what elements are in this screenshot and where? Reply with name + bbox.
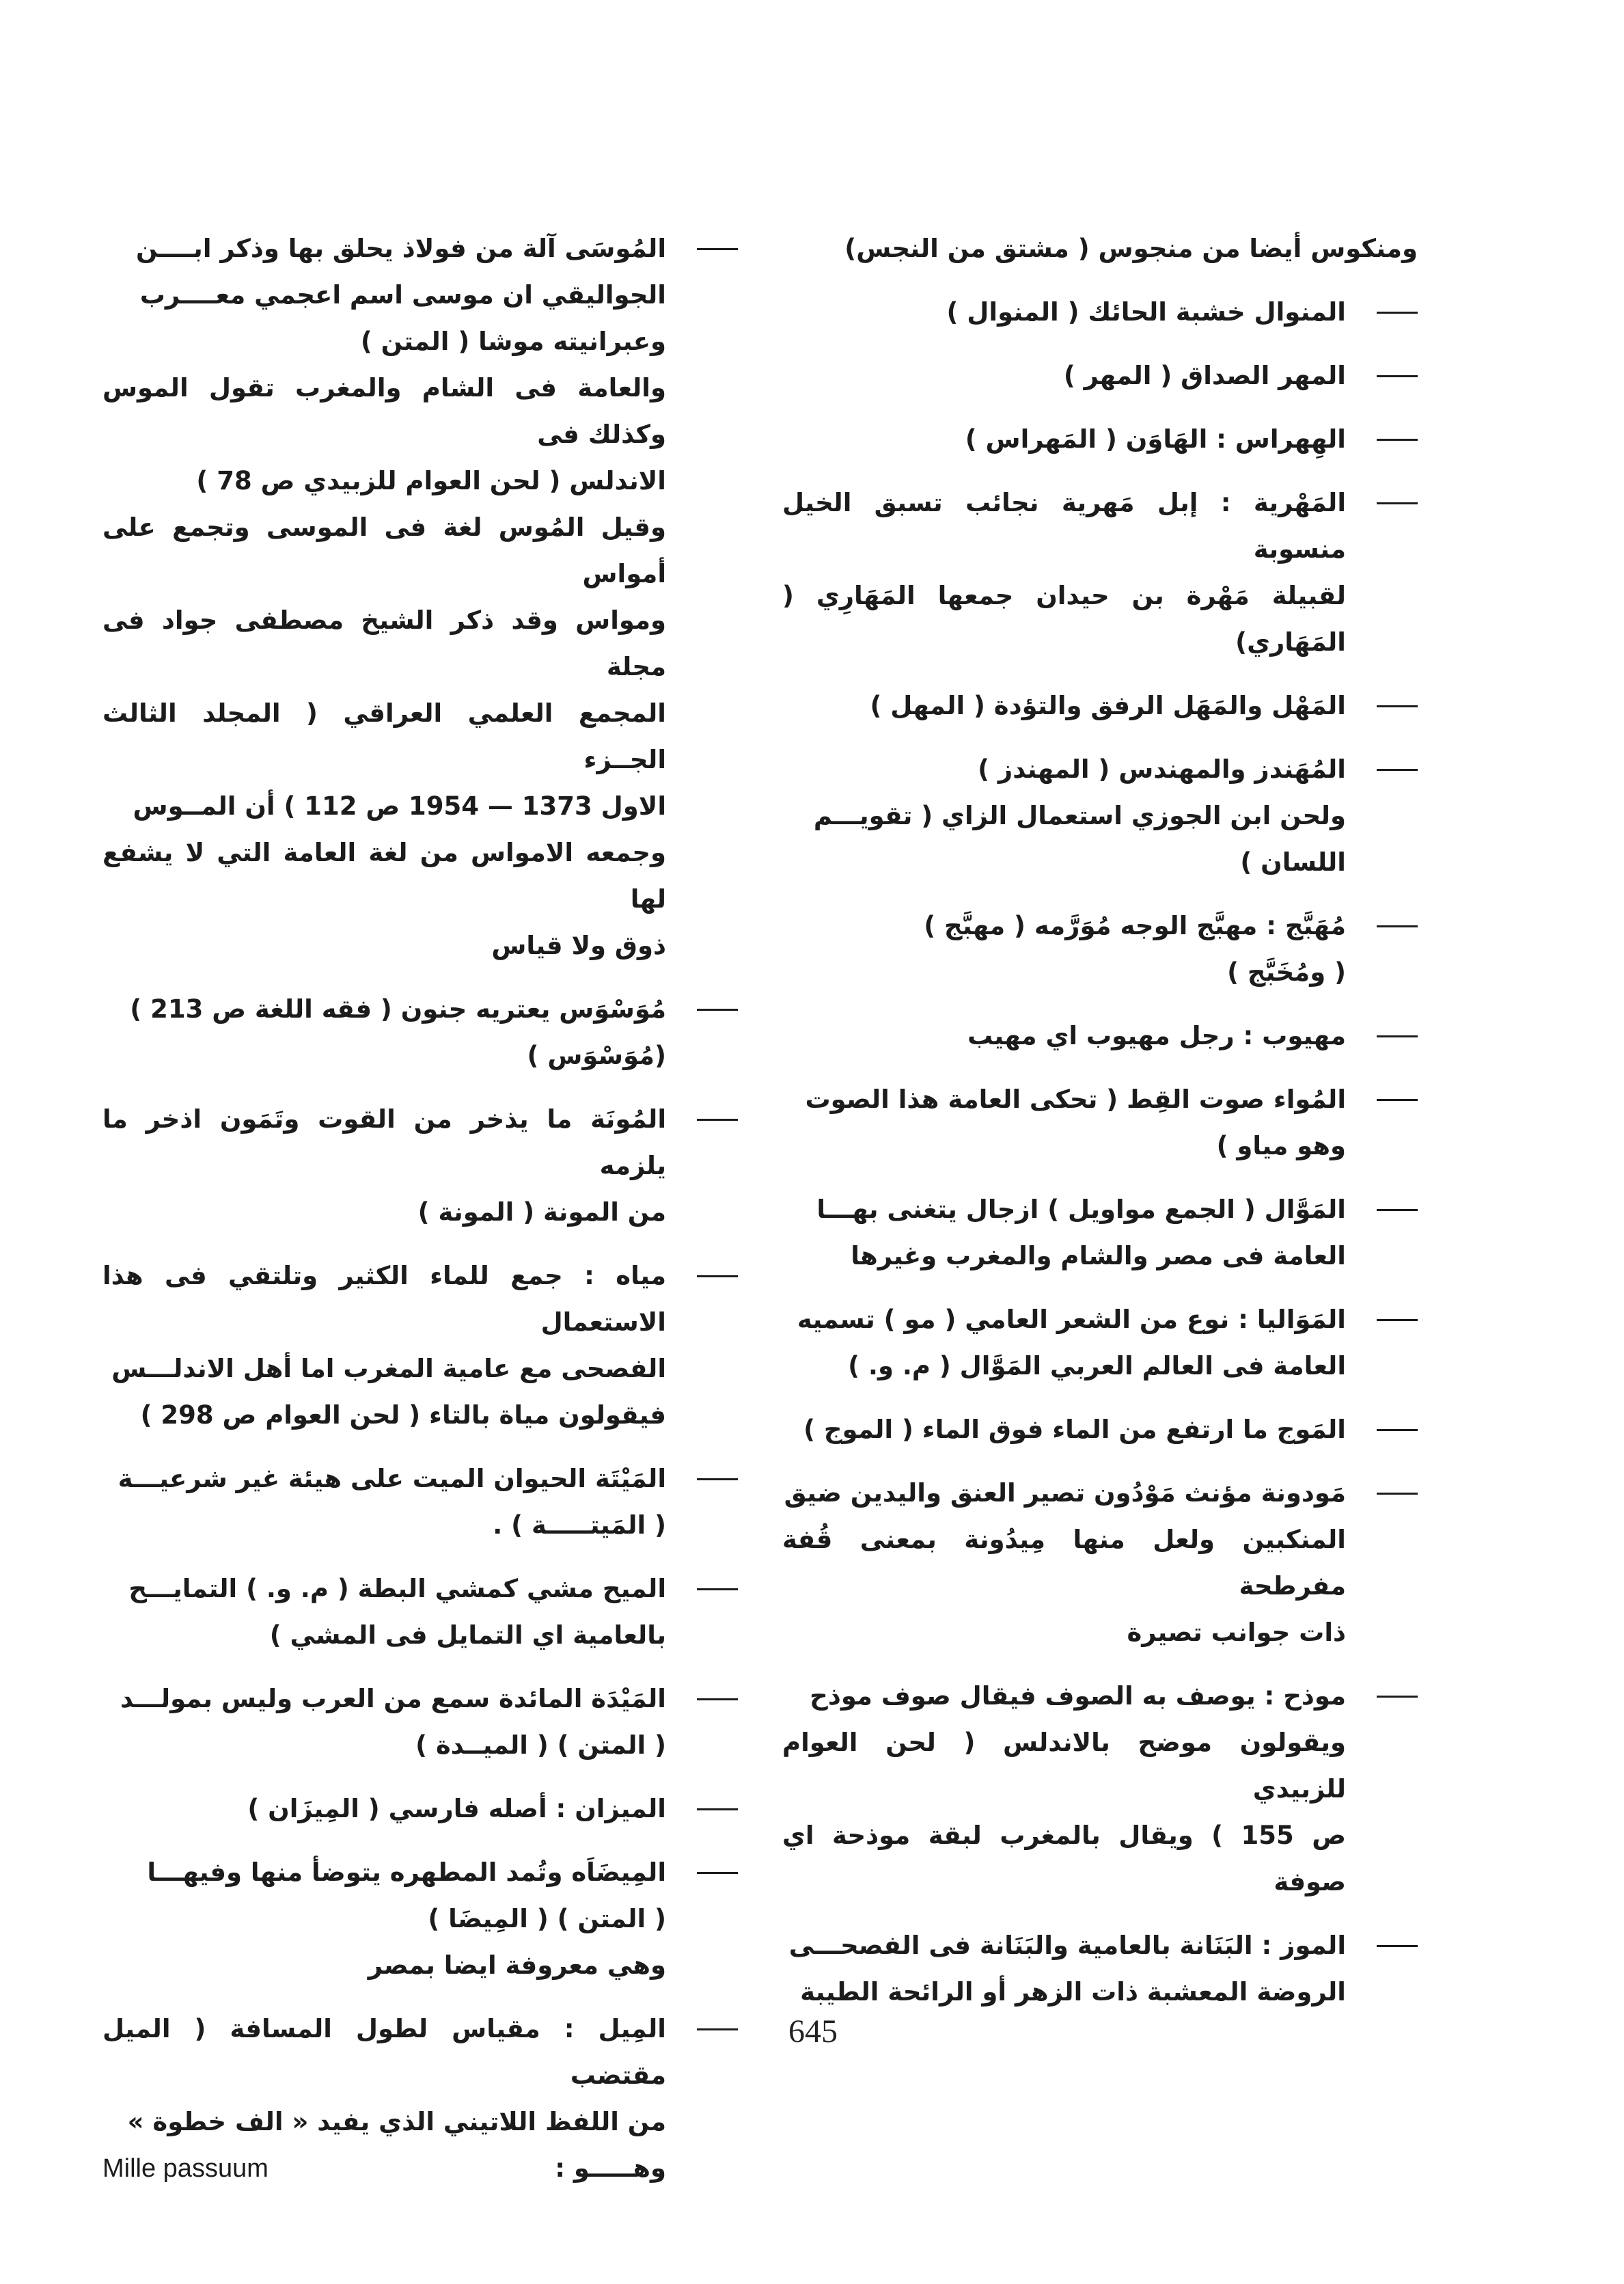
entry-dash — [697, 1872, 738, 1874]
entry-line: الجواليقي ان موسى اسم اعجمي معــــرب — [139, 280, 666, 310]
entry-line: المنوال خشبة الحائك ( المنوال ) — [946, 297, 1346, 327]
entry-line: المَهْرية : إبل مَهرية نجائب تسبق الخيل منسوبة — [782, 488, 1346, 564]
dictionary-entry — [102, 1566, 738, 1659]
dictionary-entry — [782, 226, 1418, 272]
entry-line: المجمع العلمي العراقي ( المجلد الثالث الجــزء — [102, 698, 666, 774]
dictionary-entry — [782, 683, 1418, 729]
entry-line: مياه : جمع للماء الكثير وتلتقي فى هذا الاستعمال — [102, 1261, 666, 1337]
entry-dash — [1377, 1696, 1418, 1698]
dictionary-entry — [782, 1922, 1418, 2015]
entry-dash — [1377, 1945, 1418, 1947]
entry-line: المَوَاليا : نوع من الشعر العامي ( مو ) تسميه — [797, 1305, 1346, 1334]
entry-line: المنكبين ولعل منها مِيدُونة بمعنى قُفة مفرطحة — [782, 1525, 1346, 1601]
entry-line: وعبرانيته موشا ( المتن ) — [360, 327, 666, 356]
entry-line: ( المتن ) ( المِيضَا ) — [428, 1904, 666, 1933]
dictionary-entry — [782, 746, 1418, 886]
entry-line: المُواء صوت القِط ( تحكى العامة هذا الصوت — [805, 1085, 1346, 1114]
entry-dash — [697, 1588, 738, 1590]
dictionary-entry — [782, 903, 1418, 996]
entry-line: المَوج ما ارتفع من الماء فوق الماء ( الموج ) — [803, 1415, 1346, 1444]
entry-line: ولحن ابن الجوزي استعمال الزاي ( تقويـــم — [813, 801, 1346, 830]
entry-dash — [1377, 375, 1418, 377]
entry-line: بالعامية اي التمايل فى المشي ) — [269, 1620, 666, 1650]
dictionary-entry — [102, 1786, 738, 1832]
entry-dash — [1377, 769, 1418, 771]
entry-dash — [1377, 1099, 1418, 1101]
entry-dash — [697, 1009, 738, 1011]
entry-line: الموز : البَنَانة بالعامية والبَنَانة فى الفصحـــى — [788, 1931, 1346, 1960]
entry-line: المِيل : مقياس لطول المسافة ( الميل مقتضب — [102, 2014, 666, 2090]
entry-line: لقبيلة مَهْرة بن حيدان جمعها المَهَارِي ( المَهَاري) — [782, 581, 1346, 657]
entry-line: ( المَيتـــــة ) . — [493, 1510, 666, 1540]
entry-line: العامة فى مصر والشام والمغرب وغيرها — [851, 1241, 1346, 1270]
entry-line: العامة فى العالم العربي المَوَّال ( م. و. ) — [848, 1351, 1346, 1381]
entry-line: ومنكوس أيضا من منجوس ( مشتق من النجس) — [844, 234, 1418, 263]
entry-line: ويقولون موضح بالاندلس ( لحن العوام للزبيدي — [782, 1728, 1346, 1804]
dictionary-entry — [782, 1673, 1418, 1905]
entry-dash — [1377, 1035, 1418, 1037]
latin-phrase: Mille passuum — [102, 2154, 269, 2183]
right-column — [782, 226, 1418, 2033]
entry-dash — [1377, 1319, 1418, 1321]
entry-dash — [1377, 925, 1418, 927]
dictionary-entry — [102, 1849, 738, 1989]
dictionary-entry — [102, 1253, 738, 1439]
entry-line: موذح : يوصف به الصوف فيقال صوف موذح — [810, 1681, 1346, 1711]
entry-dash — [697, 248, 738, 250]
entry-line: ( ومُخَبَّج ) — [1227, 957, 1346, 987]
entry-dash — [1377, 312, 1418, 314]
entry-line: المَوَّال ( الجمع مواويل ) ازجال يتغنى بهـــا — [816, 1195, 1346, 1224]
entry-line: المَهْل والمَهَل الرفق والتؤدة ( المهل ) — [870, 691, 1346, 720]
dictionary-entry — [102, 1096, 738, 1236]
dictionary-entry — [782, 480, 1418, 666]
entry-line: المَيْتَة الحيوان الميت على هيئة غير شرعيـــة — [118, 1464, 666, 1493]
entry-line: مَودونة مؤنث مَوْدُون تصير العنق واليدين ضيق — [784, 1478, 1346, 1508]
dictionary-entry — [102, 986, 738, 1079]
entry-dash — [1377, 1429, 1418, 1431]
entry-line: المهر الصداق ( المهر ) — [1063, 361, 1346, 390]
entry-line: مُهَبَّج : مهبَّج الوجه مُوَرَّمه ( مهبَّج ) — [924, 911, 1346, 940]
entry-line: من اللفظ اللاتيني الذي يفيد « الف خطوة » — [127, 2107, 666, 2136]
entry-line: من المونة ( المونة ) — [417, 1197, 666, 1227]
dictionary-entry — [782, 1013, 1418, 1059]
entry-line: المَيْدَة المائدة سمع من العرب وليس بمولـــد — [120, 1684, 666, 1713]
entry-dash — [697, 1478, 738, 1480]
entry-line: وهي معروفة ايضا بمصر — [368, 1950, 666, 1980]
dictionary-entry — [782, 1186, 1418, 1279]
entry-line: فيقولون مياة بالتاء ( لحن العوام ص 298 ) — [140, 1400, 666, 1430]
entry-line: ( المتن ) ( الميــدة ) — [415, 1730, 666, 1760]
entry-line: الميح مشي كمشي البطة ( م. و. ) التمايـــح — [128, 1574, 666, 1603]
entry-line: ذوق ولا قياس — [491, 931, 666, 960]
dictionary-entry — [782, 289, 1418, 336]
entry-dash — [697, 1119, 738, 1121]
entry-line: الاندلس ( لحن العوام للزبيدي ص 78 ) — [196, 466, 666, 495]
entry-line: ومواس وقد ذكر الشيخ مصطفى جواد فى مجلة — [102, 606, 666, 681]
arabic-text: وهـــــو : — [555, 2153, 666, 2183]
entry-dash — [1377, 705, 1418, 707]
page-number: 645 — [788, 2013, 838, 2050]
entry-dash — [697, 1275, 738, 1277]
entry-line: الميزان : أصله فارسي ( المِيزَان ) — [247, 1794, 666, 1823]
entry-line: الاول 1373 — 1954 ص 112 ) أن المــوس — [133, 791, 666, 821]
left-column — [102, 226, 738, 2209]
entry-line: المُهَندز والمهندس ( المهندز ) — [978, 754, 1346, 784]
entry-dash — [697, 1698, 738, 1700]
dictionary-entry — [782, 1296, 1418, 1389]
entry-line: اللسان ) — [1240, 847, 1346, 877]
entry-dash — [1377, 1493, 1418, 1495]
entry-dash — [1377, 502, 1418, 504]
dictionary-entry — [102, 1456, 738, 1549]
entry-line: وقيل المُوس لغة فى الموسى وتجمع على أمواس — [102, 513, 666, 588]
dictionary-entry — [102, 226, 738, 969]
entry-dash — [697, 2028, 738, 2030]
entry-line: مُوَسْوَس يعتريه جنون ( فقه اللغة ص 213 ) — [130, 994, 666, 1024]
entry-dash — [697, 1808, 738, 1810]
entry-dash — [1377, 1209, 1418, 1211]
entry-line-with-latin — [102, 2145, 666, 2192]
dictionary-entry — [782, 353, 1418, 399]
entry-line: المُونَة ما يذخر من القوت وتَمَون اذخر ما يلزمه — [102, 1104, 666, 1180]
entry-line: ص 155 ) ويقال بالمغرب لبقة موذحة اي صوفة — [782, 1821, 1347, 1896]
entry-line: وهو مياو ) — [1216, 1131, 1346, 1160]
entry-dash — [1377, 439, 1418, 441]
dictionary-entry — [782, 1470, 1418, 1656]
dictionary-entry — [102, 1676, 738, 1769]
dictionary-entry — [102, 2006, 738, 2192]
entry-line: مهيوب : رجل مهيوب اي مهيب — [967, 1021, 1346, 1050]
entry-line: المُوسَى آلة من فولاذ يحلق بها وذكر ابــــن — [136, 234, 666, 263]
entry-line: الروضة المعشبة ذات الزهر أو الرائحة الطيبة — [800, 1977, 1346, 2007]
dictionary-entry — [782, 416, 1418, 463]
entry-line: والعامة فى الشام والمغرب تقول الموس وكذلك فى — [102, 373, 666, 449]
dictionary-entry — [782, 1076, 1418, 1169]
entry-line: وجمعه الامواس من لغة العامة التي لا يشفع لها — [102, 838, 666, 914]
entry-line: (مُوَسْوَس ) — [527, 1041, 666, 1070]
entry-line: ذات جوانب تصيرة — [1127, 1618, 1346, 1647]
dictionary-entry — [782, 1406, 1418, 1453]
entry-line: الفصحى مع عامية المغرب اما أهل الاندلـــس — [111, 1354, 666, 1383]
entry-line: الهِهراس : الهَاوَن ( المَهراس ) — [965, 424, 1346, 454]
entry-line: المِيضَاَه وتُمد المطهره يتوضأ منها وفيهـــا — [147, 1858, 666, 1887]
